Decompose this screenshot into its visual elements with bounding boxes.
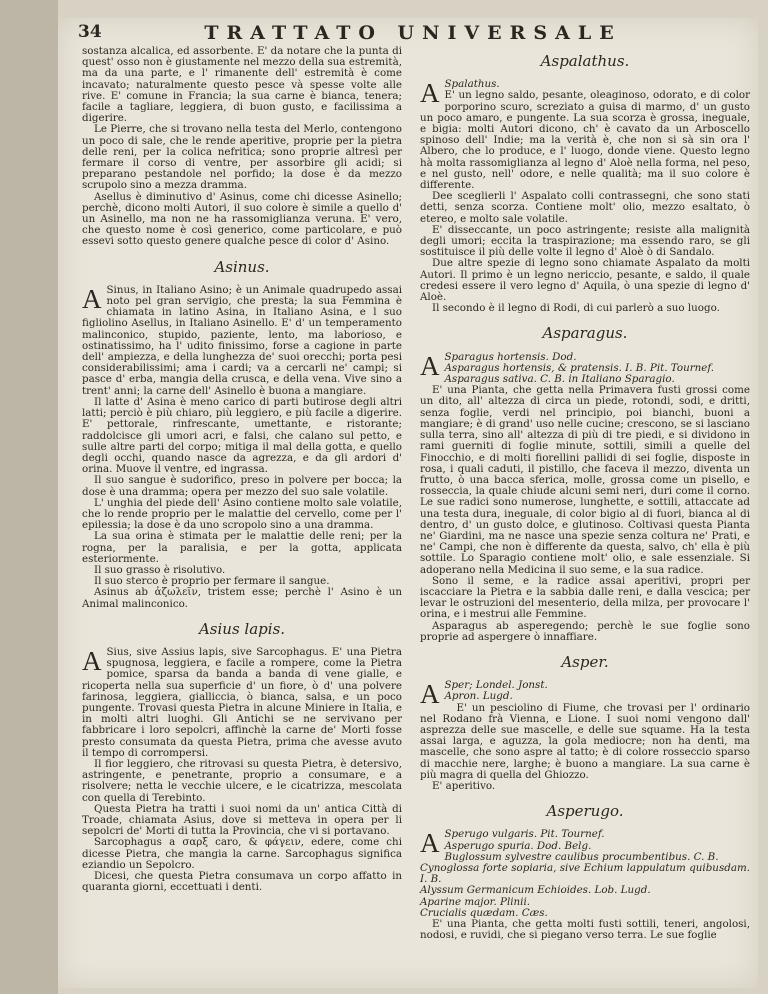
- entry-paragraph: A Spalathus. E' un legno saldo, pesante, oleaginoso, odorato, e di color porporino scuro, screziato a guisa di marmo, d' un gusto un poco amaro, e pungente. La sua scorza è grossa, ineguale, e bigia: molti Autori dicono, ch' è cavato da un Arboscello spinoso dell' Indie; ma la verità è, che non si sà sin ora l' Albero, che lo produce, e l' luogo, donde viene. Questo legno hà molta rassomiglianza al legno d' Aloè nella forma, nel peso, e nel gusto, nell' odore, e nelle qualità; ma il suo colore è differente.: [420, 78, 750, 192]
- entry-paragraph: A Sius, sive Assius lapis, sive Sarcophagus. E' una Pietra spugnosa, leggiera, e facile a rompere, come la Pietra pomice, sparsa da banda a banda di vene gialle, e ricoperta nella sua superficie d' un fiore, ò d' una polvere farinosa, leggiera, gialliccia, ò bianca, salsa, e un poco pungente. Trovasi questa Pietra in alcune Miniere in Italia, e in molti altri luoghi. Gli Antichi se ne servivano per fabbricare i loro sepolcri, affinchè la carne de' Morti fosse presto consumata da questa Pietra, prima che avesse avuto il tempo di corrompersi.: [82, 645, 402, 759]
- entry-paragraph: Sono il seme, e la radice assai aperitivi, propri per iscacciare la Pietra e la sabbia dalle reni, e dalla vescica; per levar le ostruzioni del mesenterio, della milza, per provocare l' orina, e i mestrui alle Femmine.: [420, 574, 750, 621]
- entry-paragraph: A Sinus, in Italiano Asino; è un Animale quadrupedo assai noto pel gran servigio, che presta; la sua Femmina è chiamata in latino Asina, in Italiano Asina, e l suo figliolino Asellus, in Italiano Asinello. E' d' un temperamento malinconico, stupido, paziente, lento, ma laborioso, e ostinatissimo, ha l' udito finissimo, forse a cagione in parte dell' ampiezza, e della lunghezza de' suoi orecchi; porta pesi considerabilissimi; ama i cardi; va a cercarli ne' campi; si pasce d' erba, mangia della crusca, e della vena. Vive sino a trent' anni; la carne dell' Asinello è buona a mangiare.: [82, 283, 402, 397]
- entry-paragraph: L' unghia del piede dell' Asino contiene molto sale volatile, che lo rende proprio per le malattie del cervello, come per l' epilessia; la dose è da uno scropolo sino a una dramma.: [82, 496, 402, 532]
- entry-paragraph: Asinus ab ἀζωλεῖν, tristem esse; perchè l' Asino è un Animal malinconico.: [82, 586, 402, 610]
- right-column: [420, 46, 750, 941]
- entry-paragraph: E' una Pianta, che getta molti fusti sottili, teneri, angolosi, nodosi, e ruvidi, che si piegano verso terra. Le sue foglie: [420, 918, 750, 942]
- drop-cap: A: [420, 828, 440, 859]
- entry-heading-asperugo: Asperugo.: [546, 802, 624, 821]
- entry-paragraph: Questa Pietra ha tratti i suoi nomi da un' antica Città di Troade, chiamata Asius, dove si metteva in opera per li sepolcri de' Morti di tutta la Provincia, che vi si portavano.: [82, 802, 402, 838]
- intro-paragraph: sostanza alcalica, ed assorbente. E' da notare che la punta di quest' osso non è giustamente nel mezzo della sua estremità, ma da una parte, e l' rimanente dell' estremità è come incavato; naturalmente questo pesce và spesse volte alle rive. E' comune in Francia; la sua carne è bianca, tenera; facile a tagliare, leggiera, di buon gusto, e facilissima a digerire.: [82, 45, 402, 125]
- left-column: [82, 46, 402, 893]
- entry-heading-asinus: Asinus.: [214, 257, 270, 276]
- entry-paragraph: A Sperugo vulgaris. Pit. Tournef. Asperugo spuria. Dod. Belg. Buglossum sylvestre caulibus procumbentibus. C. B. Cynoglossa forte sopiaria, sive Echium lappulatum quibusdam. I. B. Alyssum Germanicum Echioides. Lob. Lugd. Aparine major. Plinii. Crucialis quædam. Cæs.: [420, 828, 750, 919]
- entry-paragraph: E' una Pianta, che getta nella Primavera fusti grossi come un dito, all' altezza di circa un piede, rotondi, sodi, e dritti, senza foglie, verdi nel principio, poi bianchi, buoni a mangiare; è di grand' uso nelle cucine; crescono, se si lasciano sulla terra, sino all' altezza di più di tre piedi, e si dividono in rami guerniti di foglie minute, sottili, simili a quelle del Finocchio, e di molti fiorellini pallidi di sei foglie, disposte in rosa, i quali caduti, il pistillo, che faceva il mezzo, diventa un frutto, ò una bacca sferica, molle, grossa come un pisello, e rosseccia, la quale chiude alcuni semi neri, duri come il corno. Le sue radici sono numerose, lunghette, e sottili, attaccate ad una testa dura, ineguale, di color bigio al di fuori, bianca al di dentro, d' un gusto dolce, e glutinoso. Coltivasi questa Pianta ne' Giardini, ma ne nasce una spezie senza coltura ne' Prati, e ne' Campi, che non è differente da questa, salvo, ch' ella è più sottile. Lo Sparagio contiene molt' olio, e sale essenziale. Si adoperano nella Medicina il suo seme, e la sua radice.: [420, 384, 750, 576]
- entry-paragraph: E' disseccante, un poco astringente; resiste alla malignità degli umori; eccita la traspirazione; ma essendo raro, se gli sostituisce il più delle volte il legno d' Aloè ò di Sandalo.: [420, 223, 750, 259]
- entry-paragraph: A Sparagus hortensis. Dod. Asparagus hortensis, & pratensis. I. B. Pit. Tournef. Asparagus sativa. C. B. in Italiano Sparagio.: [420, 350, 715, 386]
- entry-paragraph: Il secondo è il legno di Rodi, di cui parlerò a suo luogo.: [432, 302, 720, 315]
- intro-paragraph: Le Pierre, che si trovano nella testa del Merlo, contengono un poco di sale, che le rende aperitive, proprie per la pietra delle reni, per la colica nefritica; sono proprie altresì per fermare il corso di ventre, per assorbire gli acidi; si preparano pestandole nel porfido; la dose è da mezzo scrupolo sino a mezza dramma.: [82, 123, 402, 192]
- entry-paragraph: La sua orina è stimata per le malattie delle reni; per la rogna, per la paralisia, e per la gotta, applicata esteriormente.: [82, 530, 402, 565]
- intro-paragraph: Asellus è diminutivo d' Asinus, come chi dicesse Asinello; perchè, dicono molti Autori, il suo colore è simile a quello d' un Asinello, ma non ne ha rassomiglianza veruna. E' vero, che questo nome è così generico, come particolare, e può essevi sotto questo genere qualche pesce di color d' Asino.: [82, 190, 402, 248]
- entry-paragraph: E' aperitivo.: [432, 779, 496, 792]
- drop-cap: A: [82, 645, 102, 676]
- entry-paragraph: Dee sceglierli l' Aspalato colli contrassegni, che sono stati detti, senza scorza. Contiene molt' olio, mezzo esaltato, ò etereo, e molto sale volatile.: [420, 190, 750, 225]
- entry-paragraph: A Sper; Londel. Jonst. Apron. Lugd.: [420, 679, 548, 710]
- entry-paragraph: Dicesi, che questa Pietra consumava un corpo affatto in quaranta giorni, eccettuati i denti.: [82, 870, 402, 894]
- entry-heading-asparagus: Asparagus.: [542, 324, 628, 343]
- entry-paragraph: Due altre spezie di legno sono chiamate Aspalato da molti Autori. Il primo è un legno nericcio, pesante, e saldo, il quale credesi essere il vero legno d' Aquila, ò una spezie di legno d' Aloè.: [420, 257, 750, 304]
- page-number: 34: [78, 22, 102, 42]
- entry-paragraph: Il suo grasso è risolutivo.: [94, 563, 226, 576]
- entry-paragraph: Asparagus ab asperegendo; perchè le sue foglie sono proprie ad aspergere ò innaffiare.: [420, 619, 750, 643]
- drop-cap: A: [420, 350, 440, 381]
- running-title: TRATTATO UNIVERSALE: [204, 22, 622, 44]
- entry-paragraph: E' un pesciolino di Fiume, che trovasi per l' ordinario nel Rodano frà Vienna, e Lione. I suoi nomi vengono dall' asprezza delle sue mascelle, e delle sue squame. Ha la testa assai larga, e aguzza, la gola mediocre; non ha denti, ma mascelle, che sono aspre al tatto; è di colore rosseccio sparso di macchie nere, larghe; è buono a mangiare. La sua carne è più magra di quella del Ghiozzo.: [420, 701, 750, 781]
- entry-heading-aspalathus: Aspalathus.: [540, 52, 630, 70]
- page-header: [78, 22, 748, 46]
- entry-paragraph: Il suo sterco è proprio per fermare il sangue.: [94, 575, 330, 588]
- entry-heading-asius-lapis: Asius lapis.: [198, 619, 286, 638]
- facing-page-edge: [0, 0, 58, 994]
- entry-paragraph: Il latte d' Asina è meno carico di parti butirose degli altri latti; perciò è più chiaro, più leggiero, e più facile a digerire. E' pettorale, rinfrescante, umettante, e ristorante; raddolcisce gli umori acri, e falsi, che calano sul petto, e sulle altre parti del corpo; mitiga il mal della gotta, e quello degli occhi, quando nasce da agrezza, e da gli ardori d' orina. Muove il ventre, ed ingrassa.: [82, 395, 402, 476]
- entry-paragraph: Il suo sangue è sudorifico, preso in polvere per bocca; la dose è una dramma; opera per mezzo del suo sale volatile.: [82, 474, 402, 498]
- drop-cap: A: [420, 78, 440, 109]
- entry-paragraph: Il fior leggiero, che ritrovasi su questa Pietra, è detersivo, astringente, e penetrante, proprio a consumare, e a risolvere; netta le vecchie ulcere, e le cicatrizza, mescolata con quella di Terebinto.: [82, 757, 402, 804]
- drop-cap: A: [420, 679, 440, 710]
- entry-paragraph: Sarcophagus a σαρξ caro, & φάγειν, edere, come chi dicesse Pietra, che mangia la carne. Sarcophagus significa eziandio un Sepolcro.: [82, 836, 402, 871]
- entry-heading-asper: Asper.: [561, 652, 609, 671]
- drop-cap: A: [82, 283, 102, 314]
